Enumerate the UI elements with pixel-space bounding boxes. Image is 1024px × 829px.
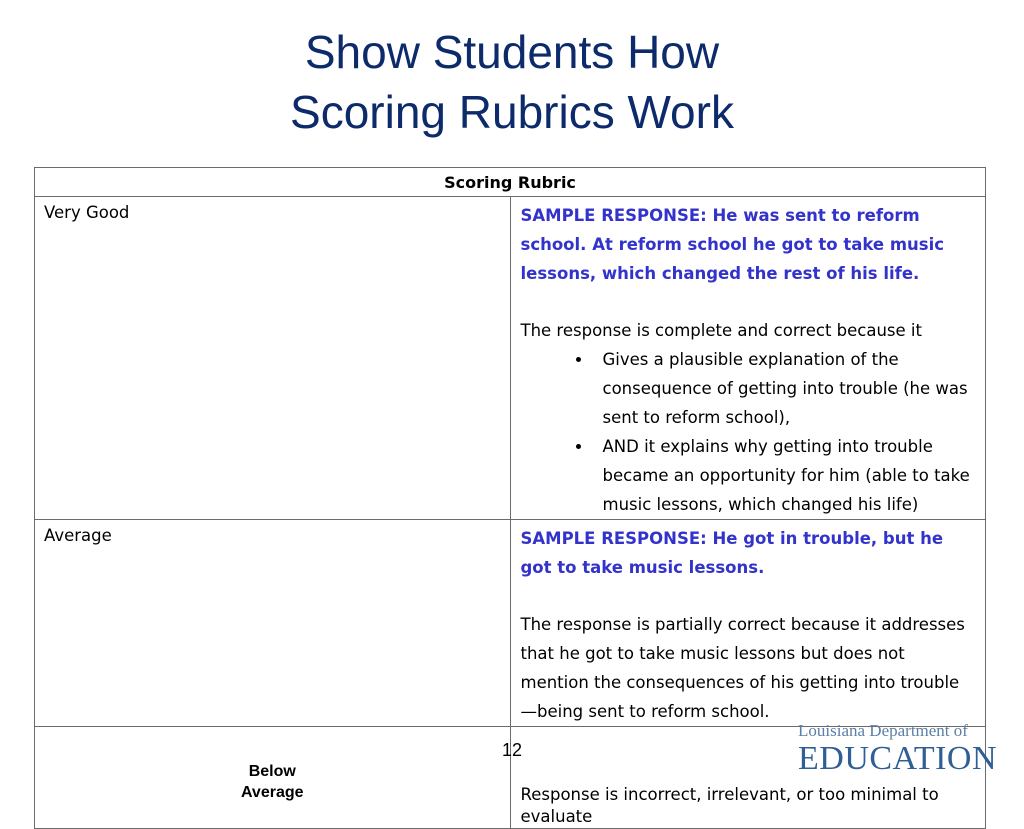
table-row <box>35 520 986 727</box>
label-line: Below <box>248 763 296 780</box>
table-header-row <box>35 168 986 197</box>
logo-bottom-text: EDUCATION <box>798 740 998 777</box>
table-row <box>35 197 986 520</box>
table-header: Scoring Rubric <box>35 168 986 197</box>
rubric-description <box>510 197 986 520</box>
louisiana-education-logo <box>798 722 998 778</box>
reason-item: • Gives a plausible explanation of the consequence of getting into trouble (he was sent to reform school), <box>593 345 976 432</box>
reason-list <box>521 345 976 519</box>
rubric-explanation: The response is partially correct because it addresses that he got to take music lessons but does not mention the consequences of his getting into trouble—being sent to reform school. <box>520 615 965 721</box>
rubric-level-label: Very Good <box>35 197 511 520</box>
label-line: Average <box>240 784 304 801</box>
reason-item: • AND it explains why getting into trouble became an opportunity for him (able to take music lessons, which changed his life) <box>593 432 976 519</box>
page-number: 12 <box>501 740 523 760</box>
sample-response: SAMPLE RESPONSE: He was sent to reform school. At reform school he got to take music lessons, which changed the rest of his life. <box>520 206 945 283</box>
logo-top-text: Louisiana Department of <box>798 721 968 740</box>
rubric-explanation: Response is incorrect, irrelevant, or too minimal to evaluate <box>520 785 939 826</box>
rubric-explanation: The response is complete and correct because it <box>520 321 922 340</box>
sample-response: SAMPLE RESPONSE: He got in trouble, but he got to take music lessons. <box>520 529 944 577</box>
title-line-1: Show Students How <box>304 26 720 78</box>
rubric-level-label: Average <box>35 520 511 727</box>
slide-title <box>0 22 1024 142</box>
rubric-description <box>510 520 986 727</box>
title-line-2: Scoring Rubrics Work <box>290 86 734 138</box>
